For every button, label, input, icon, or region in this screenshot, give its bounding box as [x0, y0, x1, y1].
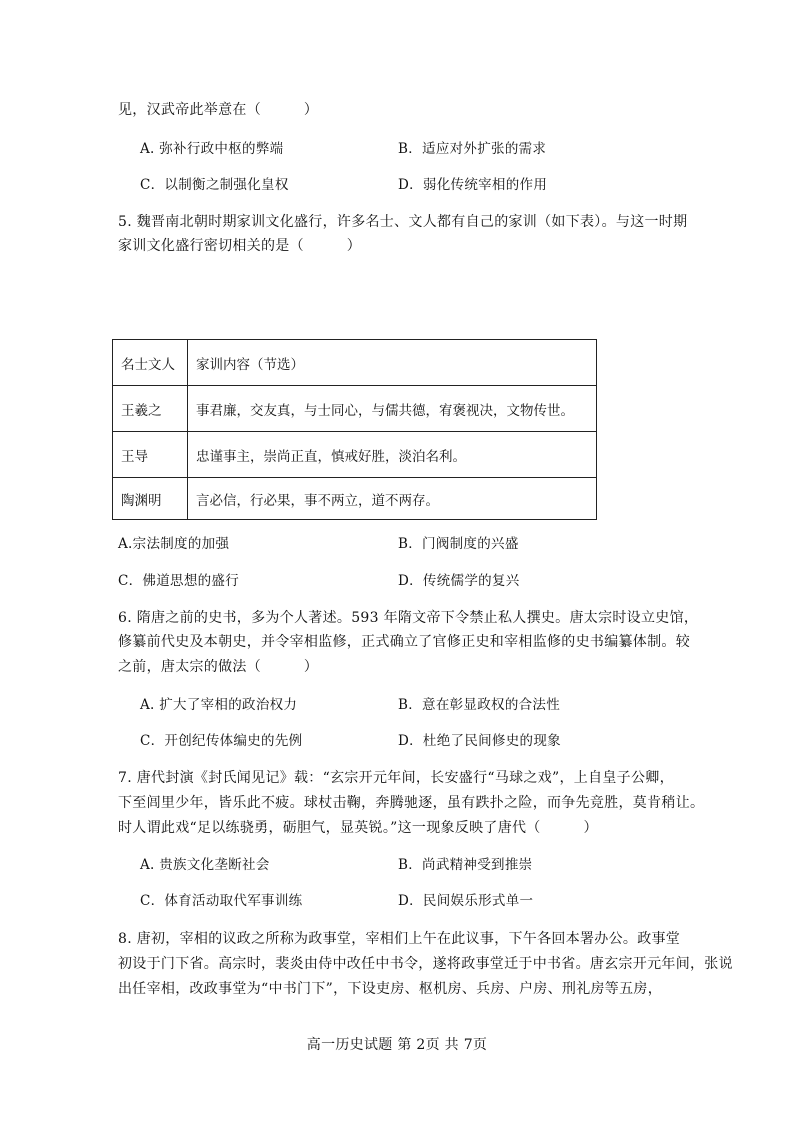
q5-option-a: A.宗法制度的加强: [118, 536, 230, 552]
q7-option-c: C．体育活动取代军事训练: [140, 893, 303, 909]
q6-option-b: B．意在彰显政权的合法性: [398, 697, 561, 713]
q5-option-d: D．传统儒学的复兴: [398, 573, 520, 589]
page-footer: 高一历史试题 第 2页 共 7页: [306, 1037, 488, 1053]
q4-option-a: A. 弥补行政中枢的弊端: [140, 141, 284, 157]
table-header-row: [113, 340, 597, 386]
q7-stem-line-3: 时人谓此戏“足以练骁勇，砺胆气，显英锐。”这一现象反映了唐代（ ）: [118, 820, 598, 836]
q8-stem-line-3: 出任宰相，改政事堂为“中书门下”，下设吏房、枢机房、兵房、户房、刑礼房等五房，: [118, 981, 663, 997]
q4-option-b: B．适应对外扩张的需求: [398, 141, 547, 157]
q6-option-d: D．杜绝了民间修史的现象: [398, 733, 561, 749]
q6-stem-line-1: 6. 隋唐之前的史书，多为个人著述。593 年隋文帝下令禁止私人撰史。唐太宗时设立史馆，: [118, 610, 699, 626]
q6-option-a: A. 扩大了宰相的政治权力: [140, 697, 298, 713]
q8-stem-line-1: 8. 唐初，宰相的议政之所称为政事堂，宰相们上午在此议事，下午各回本署办公。政事堂: [118, 931, 681, 947]
table-cell-name: 王导: [113, 432, 188, 478]
q6-option-c: C．开创纪传体编史的先例: [140, 733, 303, 749]
table-row: [113, 478, 597, 520]
q7-option-d: D．民间娱乐形式单一: [398, 893, 534, 909]
q7-option-a: A. 贵族文化垄断社会: [140, 857, 270, 873]
q7-option-b: B．尚武精神受到推崇: [398, 857, 533, 873]
table-cell-name: 王羲之: [113, 386, 188, 432]
q4-stem-tail: 见，汉武帝此举意在（ ）: [118, 102, 319, 118]
q5-stem-line-1: 5. 魏晋南北朝时期家训文化盛行，许多名士、文人都有自己的家训（如下表）。与这一时期: [118, 214, 688, 230]
q6-stem-line-2: 修纂前代史及本朝史，并令宰相监修，正式确立了官修正史和宰相监修的史书编纂体制。较: [118, 634, 690, 650]
q4-option-c: C．以制衡之制强化皇权: [140, 177, 289, 193]
table-cell-name: 陶渊明: [113, 478, 188, 520]
q7-stem-line-1: 7. 唐代封演《封氏闻见记》载：“玄宗开元年间，长安盛行“马球之戏”，上自皇子公卿，: [118, 770, 674, 786]
q4-option-d: D．弱化传统宰相的作用: [398, 177, 548, 193]
q6-stem-line-3: 之前，唐太宗的做法（ ）: [118, 659, 319, 675]
table-row: [113, 386, 597, 432]
table-cell-content: 事君廉，交友真，与士同心，与儒共德，宥褒视决，文物传世。: [188, 386, 597, 432]
family-instruction-table: [112, 339, 597, 520]
q7-stem-line-2: 下至闾里少年，皆乐此不疲。球杖击鞠，奔腾驰逐，虽有跌扑之险，而争先竞胜，莫肯稍让。: [118, 795, 705, 811]
table-header-cell: 名士文人: [113, 340, 188, 386]
q5-stem-line-2: 家训文化盛行密切相关的是（ ）: [118, 238, 362, 254]
table-header-cell: 家训内容（节选）: [188, 340, 597, 386]
q5-option-c: C．佛道思想的盛行: [118, 573, 240, 589]
table-row: [113, 432, 597, 478]
table-cell-content: 言必信，行必果，事不两立，道不两存。: [188, 478, 597, 520]
q8-stem-line-2: 初设于门下省。高宗时，裴炎由侍中改任中书令，遂将政事堂迁于中书省。唐玄宗开元年间，张说: [118, 956, 733, 972]
q5-option-b: B．门阀制度的兴盛: [398, 536, 519, 552]
table-cell-content: 忠谨事主，崇尚正直，慎戒好胜，淡泊名利。: [188, 432, 597, 478]
